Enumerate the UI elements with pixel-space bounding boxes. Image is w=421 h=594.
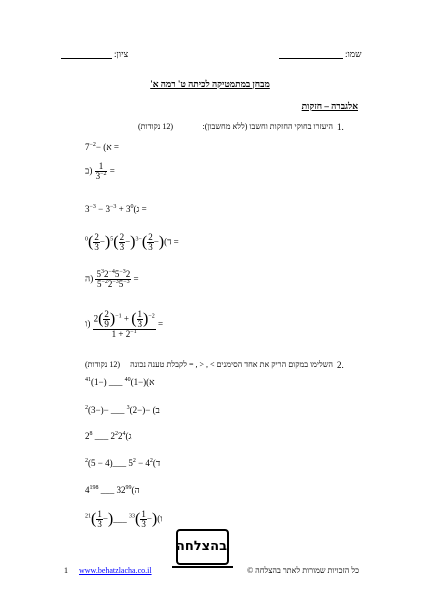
- answer-blank[interactable]: ___: [112, 458, 127, 468]
- answer-blank[interactable]: ___: [100, 485, 115, 495]
- fraction: $\frac{5^32^{-4}5^{-3}2}{5^{-2}2^{-3}5^{-3}}$: [96, 269, 131, 289]
- q1-item-d: ד)(− $\frac{2}{3}$ )$^{-3}$(− $\frac{2}{3}$ )$^5$(− $\frac{2}{3}$ )$^0$ =: [85, 232, 179, 252]
- fraction: $\frac{1}{3^{-2}}$: [95, 161, 107, 181]
- q2-item-a-label: א): [146, 377, 155, 387]
- q2-item-d: $ד)4^2 - 5^2$ ___(4 − 5)$^2$: [85, 458, 161, 468]
- q2-item-b: ב) $-(-2)^3$ ___ $-(-3)^2$: [85, 405, 160, 415]
- question-2-points: (12 נקודות): [85, 360, 121, 369]
- question-1-text: היעזרו בחוקי החזקות וחשבו (ללא מחשבון):: [202, 122, 333, 131]
- q2-item-a: $א)(-1)^{40}$ ___ $(-1)^{41}$: [85, 377, 155, 387]
- q1-item-f-label: ו): [85, 318, 91, 329]
- q2-item-d-label: ד): [152, 458, 161, 468]
- question-2-number: 2.: [337, 360, 344, 370]
- answer-blank[interactable]: ___: [108, 377, 123, 387]
- name-label: שמו:: [345, 49, 362, 59]
- q2-item-c-label: ג): [125, 431, 132, 441]
- q2-item-b-label: ב): [152, 405, 160, 415]
- answer-blank[interactable]: ___: [110, 405, 125, 415]
- fraction: 2( $\frac{2}{9}$ )$^{-1}$ + ( $\frac{1}{3}$ )$^{-2}$ $1 + 2^{-1}$: [93, 309, 155, 339]
- name-blank-line[interactable]: [279, 58, 343, 59]
- q1-item-e: ה) $\frac{5^32^{-4}5^{-3}2}{5^{-2}2^{-3}5^{-3}}$ =: [85, 269, 139, 289]
- q1-item-a-label: א): [103, 142, 112, 152]
- exam-title: מבחן במתמטיקה לכיתה ט' רמה א': [150, 79, 270, 89]
- q2-item-f: ו)(− $\frac{1}{3}$ )$^{33}$ ___(− $\frac{1}{3}$ )$^{21}$: [85, 509, 163, 529]
- behatzlacha-logo: בהצלחה: [176, 529, 229, 565]
- q2-item-f-label: ו): [157, 513, 163, 524]
- q1-item-b: ב) $\frac{1}{3^{-2}}$ =: [85, 161, 115, 181]
- q2-item-e: $ה)32^{99}$ ___ $4^{198}$: [85, 485, 140, 495]
- q1-item-d-label: ד): [164, 236, 172, 247]
- q1-item-c-label: ג): [133, 204, 140, 214]
- answer-blank[interactable]: ___: [113, 513, 127, 524]
- q1-item-a: א) $-7^{-2}$ =: [85, 142, 119, 152]
- question-2-text: השלימו במקום הריק את אחד הסימנים > , < , = לקבלת טענה נכונה: [130, 360, 333, 369]
- question-1-number: 1.: [337, 122, 344, 132]
- q2-item-c: $ג)2^22^4$ ___ $2^8$: [85, 431, 132, 441]
- grade-blank-line[interactable]: [61, 58, 112, 59]
- q2-item-e-label: ה): [131, 485, 140, 495]
- question-1-points: (12 נקודות): [138, 122, 174, 131]
- section-heading: אלגברה – חזקות: [301, 101, 358, 111]
- answer-blank[interactable]: ___: [94, 431, 109, 441]
- copyright-text: כל הזכויות שמורות לאתר בהצלחה ©: [247, 566, 359, 575]
- q1-item-b-label: ב): [85, 165, 93, 176]
- q1-item-f: ו) 2( $\frac{2}{9}$ )$^{-1}$ + ( $\frac{1}{3}$ )$^{-2}$ $1 + 2^{-1}$ =: [85, 309, 164, 339]
- q1-item-c: $ג)3^0 + 3^{-3} - 3^{-3}$ =: [85, 204, 147, 214]
- q1-item-e-label: ה): [85, 273, 94, 284]
- website-link[interactable]: www.behatzlacha.co.il: [79, 566, 152, 575]
- grade-label: ציון:: [114, 49, 129, 59]
- page-number: 1: [64, 566, 68, 575]
